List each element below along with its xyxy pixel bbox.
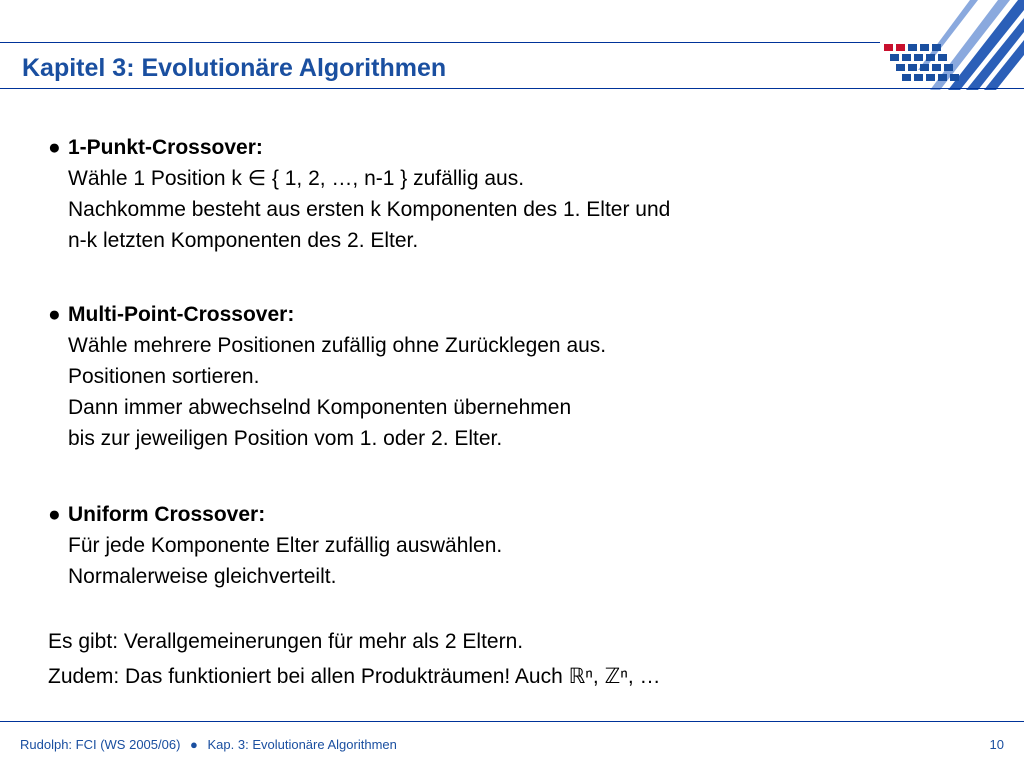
bullet-heading: Multi-Point-Crossover: [68,303,295,326]
note-generalization: Es gibt: Verallgemeinerungen für mehr als 2 Eltern. [48,630,524,653]
bullet-line: Wähle mehrere Positionen zufällig ohne Zurücklegen aus. [68,334,607,357]
bullet-uniform-crossover [48,499,988,592]
footer-author-course: Rudolph: FCI (WS 2005/06) [20,737,181,752]
bullet-dot-icon: ● [48,136,61,159]
note-product-spaces: Zudem: Das funktioniert bei allen Produkträumen! Auch ℝⁿ, ℤⁿ, … [48,665,661,688]
page-title: Kapitel 3: Evolutionäre Algorithmen [22,54,447,82]
bullet-dot-icon: ● [48,303,61,326]
bullet-multi-point-crossover [48,299,988,454]
university-logo-icon [878,0,1024,90]
bullet-line: Positionen sortieren. [68,365,260,388]
footer [20,737,397,752]
header-top-rule [0,42,880,43]
bullet-line: Nachkomme besteht aus ersten k Komponenten des 1. Elter und [68,198,671,221]
bullet-line: Wähle 1 Position k ∈ { 1, 2, …, n-1 } zufällig aus. [68,167,525,190]
bullet-heading: 1-Punkt-Crossover: [68,136,263,159]
bullet-dot-icon: ● [48,503,61,526]
footer-chapter: Kap. 3: Evolutionäre Algorithmen [207,737,397,752]
bullet-line: Dann immer abwechselnd Komponenten übernehmen [68,396,572,419]
bullet-one-point-crossover [48,132,988,256]
bullet-line: Für jede Komponente Elter zufällig auswählen. [68,534,503,557]
bullet-line: n-k letzten Komponenten des 2. Elter. [68,229,419,252]
footer-separator: ● [190,737,198,752]
bullet-line: bis zur jeweiligen Position vom 1. oder 2. Elter. [68,427,503,450]
slide-content [48,132,988,692]
bullet-heading: Uniform Crossover: [68,503,266,526]
title-rule [0,88,1024,89]
bullet-line: Normalerweise gleichverteilt. [68,565,337,588]
page-number: 10 [989,737,1004,752]
footer-rule [0,721,1024,722]
